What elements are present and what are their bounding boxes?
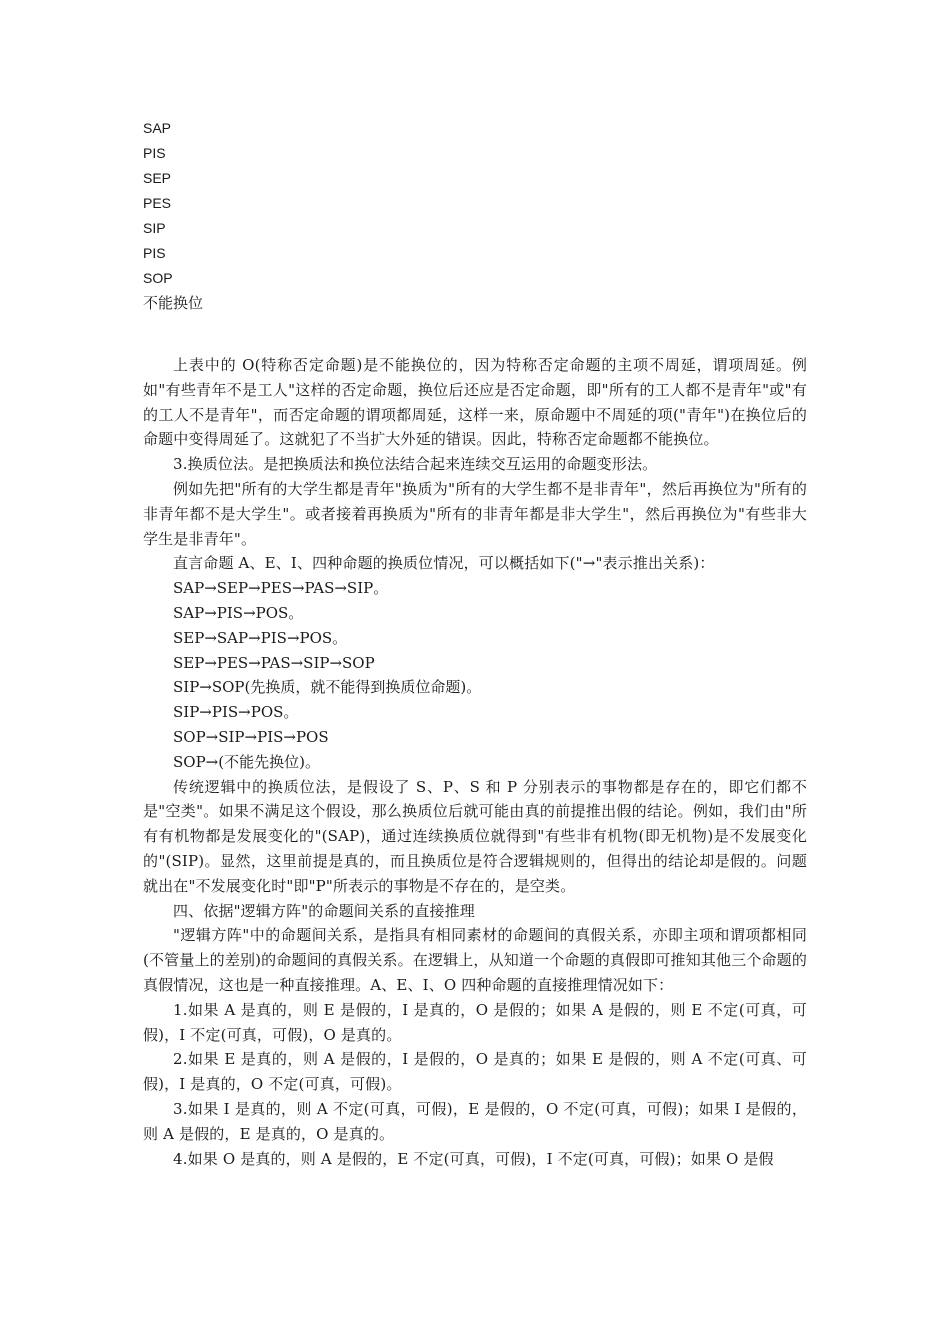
formula-list-item: SEP (143, 170, 172, 186)
formula-list-item: PIS (143, 245, 166, 261)
blank-line (143, 316, 807, 353)
inference-chain: SOP→(不能先换位)。 (173, 752, 320, 771)
formula-list-item: SOP (143, 270, 173, 286)
paragraph-rule-e: 2.如果 E 是真的，则 A 是假的，I 是假的，O 是真的；如果 E 是假的，则 A 不定(可真、可假)，I 是真的，O 不定(可真，可假)。 (143, 1050, 807, 1094)
formula-list (143, 116, 807, 316)
formula-list-item: PES (143, 195, 172, 211)
paragraph-summary-intro: 直言命题 A、E、I、四种命题的换质位情况，可以概括如下("→"表示推出关系)： (173, 554, 715, 573)
formula-list-item: SIP (143, 220, 166, 236)
paragraph-obversion-conversion-method: 3.换质位法。是把换质法和换位法结合起来连续交互运用的命题变形法。 (173, 455, 658, 474)
paragraph-rule-a: 1.如果 A 是真的，则 E 是假的，I 是真的，O 是假的；如果 A 是假的，则 E 不定(可真，可假)，I 不定(可真，可假)，O 是真的。 (143, 1000, 807, 1044)
inference-chain-list (143, 576, 807, 774)
inference-chain: SEP→PES→PAS→SIP→SOP (173, 653, 375, 672)
paragraph-rule-i: 3.如果 I 是真的，则 A 不定(可真，可假)，E 是假的，O 不定(可真，可假)；如果 I 是假的，则 A 是假的，E 是真的，O 是真的。 (143, 1099, 807, 1143)
formula-list-item: SAP (143, 120, 172, 136)
inference-chain: SOP→SIP→PIS→POS (173, 727, 329, 746)
paragraph-o-conversion: 上表中的 O(特称否定命题)是不能换位的，因为特称否定命题的主项不周延，谓项周延。例如"有些青年不是工人"这样的否定命题，换位后还应是否定命题，即"所有的工人都不是青年"或"有的工人不是青年"，而否定命题的谓项都周延，这样一来，原命题中不周延的项("青年")在换位后的命题中变得周延了。这就犯了不当扩大外延的错误。因此，特称否定命题都不能换位。 (143, 356, 807, 449)
section-heading: 四、依据"逻辑方阵"的命题间关系的直接推理 (173, 901, 475, 920)
paragraph-empty-class: 传统逻辑中的换质位法，是假设了 S、P、S 和 P 分别表示的事物都是存在的，即它们都不是"空类"。如果不满足这个假设，那么换质位后就可能由真的前提推出假的结论。例如，我们由"所有有机物都是发展变化的"(SAP)，通过连续换质位就得到"有些非有机物(即无机物)是不发展变化的"(SIP)。显然，这里前提是真的，而且换质位是符合逻辑规则的，但得出的结论却是假的。问题就出在"不发展变化时"即"P"所表示的事物是不存在的，是空类。 (143, 777, 807, 895)
inference-chain: SAP→SEP→PES→PAS→SIP。 (173, 579, 389, 598)
inference-chain: SIP→SOP(先换质，就不能得到换质位命题)。 (173, 678, 482, 697)
inference-chain: SEP→SAP→PIS→POS。 (173, 628, 348, 647)
paragraph-rule-o: 4.如果 O 是真的，则 A 是假的，E 不定(可真，可假)，I 不定(可真，可假)；如果 O 是假 (173, 1149, 774, 1168)
paragraph-example: 例如先把"所有的大学生都是青年"换质为"所有的大学生都不是非青年"，然后再换位为"所有的非青年都不是大学生"。或者接着再换质为"所有的非青年都是非大学生"，然后再换位为"有些非大学生是非青年"。 (143, 479, 807, 548)
inference-chain: SAP→PIS→POS。 (173, 603, 304, 622)
inference-chain: SIP→PIS→POS。 (173, 703, 299, 722)
paragraph-logical-square: "逻辑方阵"中的命题间关系，是指具有相同素材的命题间的真假关系，亦即主项和谓项都相同(不管量上的差别)的命题间的真假关系。在逻辑上，从知道一个命题的真假即可推知其他三个命题的真假情况，这也是一种直接推理。A、E、I、O 四种命题的直接推理情况如下： (143, 926, 807, 994)
formula-list-item: PIS (143, 145, 166, 161)
formula-list-tail: 不能换位 (143, 294, 204, 312)
